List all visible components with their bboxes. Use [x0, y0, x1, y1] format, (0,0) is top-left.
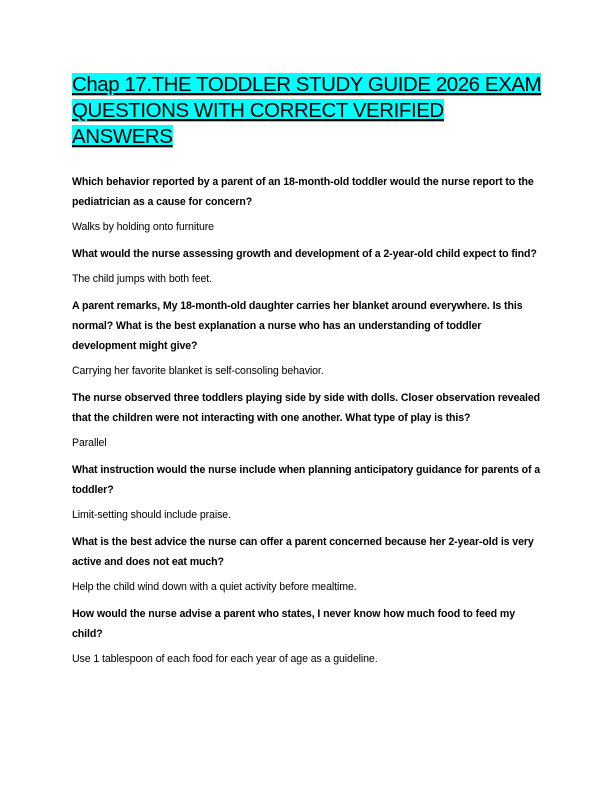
question-text: What is the best advice the nurse can offer a parent concerned because her 2-year-old is very active and does not eat much? [72, 536, 534, 568]
qa-item-5 [72, 460, 544, 522]
answer-text: Walks by holding onto furniture [72, 221, 214, 233]
answer-text: Carrying her favorite blanket is self-consoling behavior. [72, 365, 324, 377]
answer-text: The child jumps with both feet. [72, 273, 212, 285]
question-text: The nurse observed three toddlers playing side by side with dolls. Closer observation revealed that the children were not interacting with one another. What type of play is this? [72, 392, 541, 424]
question-text: A parent remarks, My 18-month-old daughter carries her blanket around everywhere. Is this normal? What is the best explanation a nurse who has an understanding of toddler development might give? [72, 300, 523, 352]
answer-text: Help the child wind down with a quiet activity before mealtime. [72, 581, 357, 593]
question-text: How would the nurse advise a parent who states, I never know how much food to feed my child? [72, 608, 515, 640]
document-title-text: Chap 17.THE TODDLER STUDY GUIDE 2026 EXAM QUESTIONS WITH CORRECT VERIFIED ANSWERS [72, 73, 542, 148]
qa-item-6 [72, 532, 544, 594]
document-page [72, 72, 544, 676]
answer-text: Parallel [72, 437, 107, 449]
question-text: What would the nurse assessing growth and development of a 2-year-old child expect to find? [72, 248, 537, 260]
answer-text: Limit-setting should include praise. [72, 509, 231, 521]
answer-text: Use 1 tablespoon of each food for each year of age as a guideline. [72, 653, 378, 665]
qa-item-1 [72, 172, 544, 234]
question-text: Which behavior reported by a parent of an 18-month-old toddler would the nurse report to the pediatrician as a cause for concern? [72, 176, 534, 208]
question-text: What instruction would the nurse include when planning anticipatory guidance for parents of a toddler? [72, 464, 541, 496]
qa-item-4 [72, 388, 544, 450]
qa-item-2 [72, 244, 544, 286]
qa-item-3 [72, 296, 544, 378]
qa-item-7 [72, 604, 544, 666]
document-title [72, 72, 544, 150]
